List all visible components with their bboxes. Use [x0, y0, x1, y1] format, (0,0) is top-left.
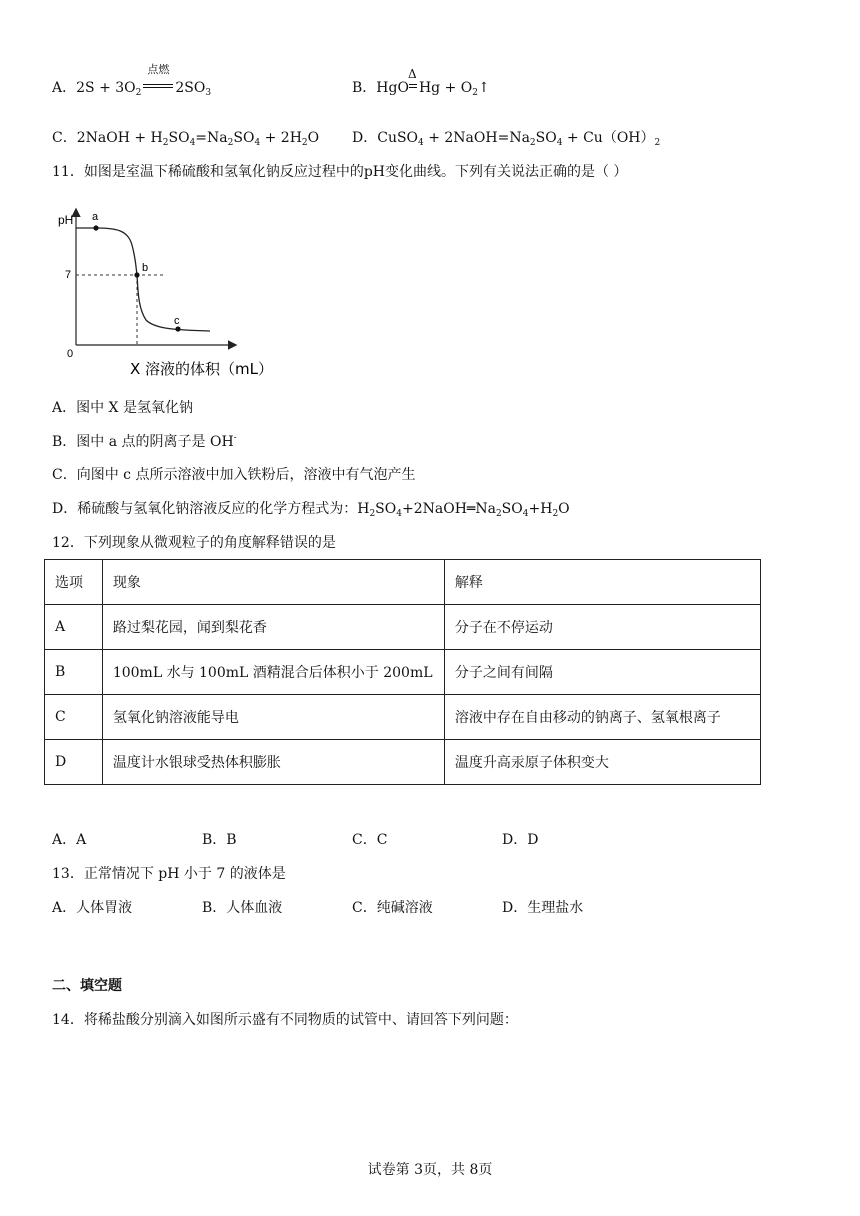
q13-option-c: C．纯碱溶液: [352, 900, 433, 916]
x-axis-label: X 溶液的体积（mL）: [130, 360, 274, 378]
table-header-row: [45, 560, 761, 605]
reaction-condition-heat: Δ: [407, 67, 417, 81]
q11-option-d: D．稀硫酸与氢氧化钠溶液反应的化学方程式为：$H_2SO_4+2NaOH═Na_2SO_4+H_2O$: [52, 501, 570, 519]
q12-option-c: C．C: [352, 832, 388, 848]
point-b-dot: [134, 272, 139, 277]
gas-arrow-icon: ↑: [477, 80, 490, 96]
q13-option-b: B．人体血液: [202, 900, 283, 916]
table-cell: B: [45, 650, 103, 695]
table-row: [45, 605, 761, 650]
q14-stem: 14．将稀盐酸分别滴入如图所示盛有不同物质的试管中、请回答下列问题：: [52, 1012, 518, 1028]
equals-double-line: [143, 84, 173, 88]
table-cell: C: [45, 695, 103, 740]
point-c-label: c: [174, 315, 180, 327]
q12-option-a: A．A: [52, 832, 87, 848]
table-header-cell: 选项: [45, 560, 103, 605]
q10-option-c: C．2NaOH + $H_2SO_4=Na_2SO_4 + 2H_2O$: [52, 130, 320, 148]
table-cell: 分子在不停运动: [444, 605, 760, 650]
q10-option-a: A．$2S + 3O_2$ 点燃 $2SO_3$: [52, 63, 212, 98]
section-title: 二、填空题: [52, 978, 122, 994]
equals-double-line: [409, 84, 417, 88]
q12-table: [44, 559, 761, 785]
point-a-dot: [93, 225, 98, 230]
table-cell: 100mL 水与 100mL 酒精混合后体积小于 200mL: [102, 650, 444, 695]
table-cell: 温度计水银球受热体积膨胀: [102, 740, 444, 785]
q11-stem: 11．如图是室温下稀硫酸和氢氧化钠反应过程中的pH变化曲线。下列有关说法正确的是（ ）: [52, 164, 628, 180]
q13-stem: 13．正常情况下 pH 小于 7 的液体是: [52, 866, 286, 882]
table-cell: A: [45, 605, 103, 650]
q13-option-a: A．人体胃液: [52, 900, 133, 916]
q12-option-b: B．B: [202, 832, 237, 848]
q13-option-d: D．生理盐水: [502, 900, 584, 916]
table-cell: 氢氧化钠溶液能导电: [102, 695, 444, 740]
table-row: [45, 695, 761, 740]
table-cell: 溶液中存在自由移动的钠离子、氢氧根离子: [444, 695, 760, 740]
table-cell: D: [45, 740, 103, 785]
point-a-label: a: [92, 211, 99, 223]
q10-option-b: B．HgO Δ $Hg + O_2↑$: [352, 78, 490, 98]
y-tick-7: 7: [65, 269, 72, 281]
table-header-cell: 解释: [444, 560, 760, 605]
y-axis-label: pH: [58, 213, 74, 227]
table-row: [45, 740, 761, 785]
point-b-label: b: [142, 262, 149, 274]
reaction-condition-ignite: 点燃: [147, 63, 170, 76]
table-cell: 分子之间有间隔: [444, 650, 760, 695]
q10-option-d: D．CuSO$_4$ + $2NaOH=Na_2SO_4 + Cu(OH)_2$: [352, 130, 661, 148]
q11-option-a: A．图中 X 是氢氧化钠: [52, 400, 193, 416]
ph-curve-figure: [50, 200, 310, 390]
table-row: [45, 650, 761, 695]
ph-curve: [76, 228, 210, 331]
table-header-cell: 现象: [102, 560, 444, 605]
table-cell: 温度升高汞原子体积变大: [444, 740, 760, 785]
origin-label: 0: [67, 348, 74, 360]
q12-option-d: D．D: [502, 832, 539, 848]
q12-stem: 12．下列现象从微观粒子的角度解释错误的是: [52, 535, 336, 551]
page-footer: 试卷第 3页，共 8页: [367, 1162, 493, 1178]
point-c-dot: [175, 326, 180, 331]
table-cell: 路过梨花园，闻到梨花香: [102, 605, 444, 650]
q11-option-b: B．图中 a 点的阴离子是 OH-: [52, 433, 237, 450]
q11-option-c: C．向图中 c 点所示溶液中加入铁粉后，溶液中有气泡产生: [52, 467, 416, 483]
